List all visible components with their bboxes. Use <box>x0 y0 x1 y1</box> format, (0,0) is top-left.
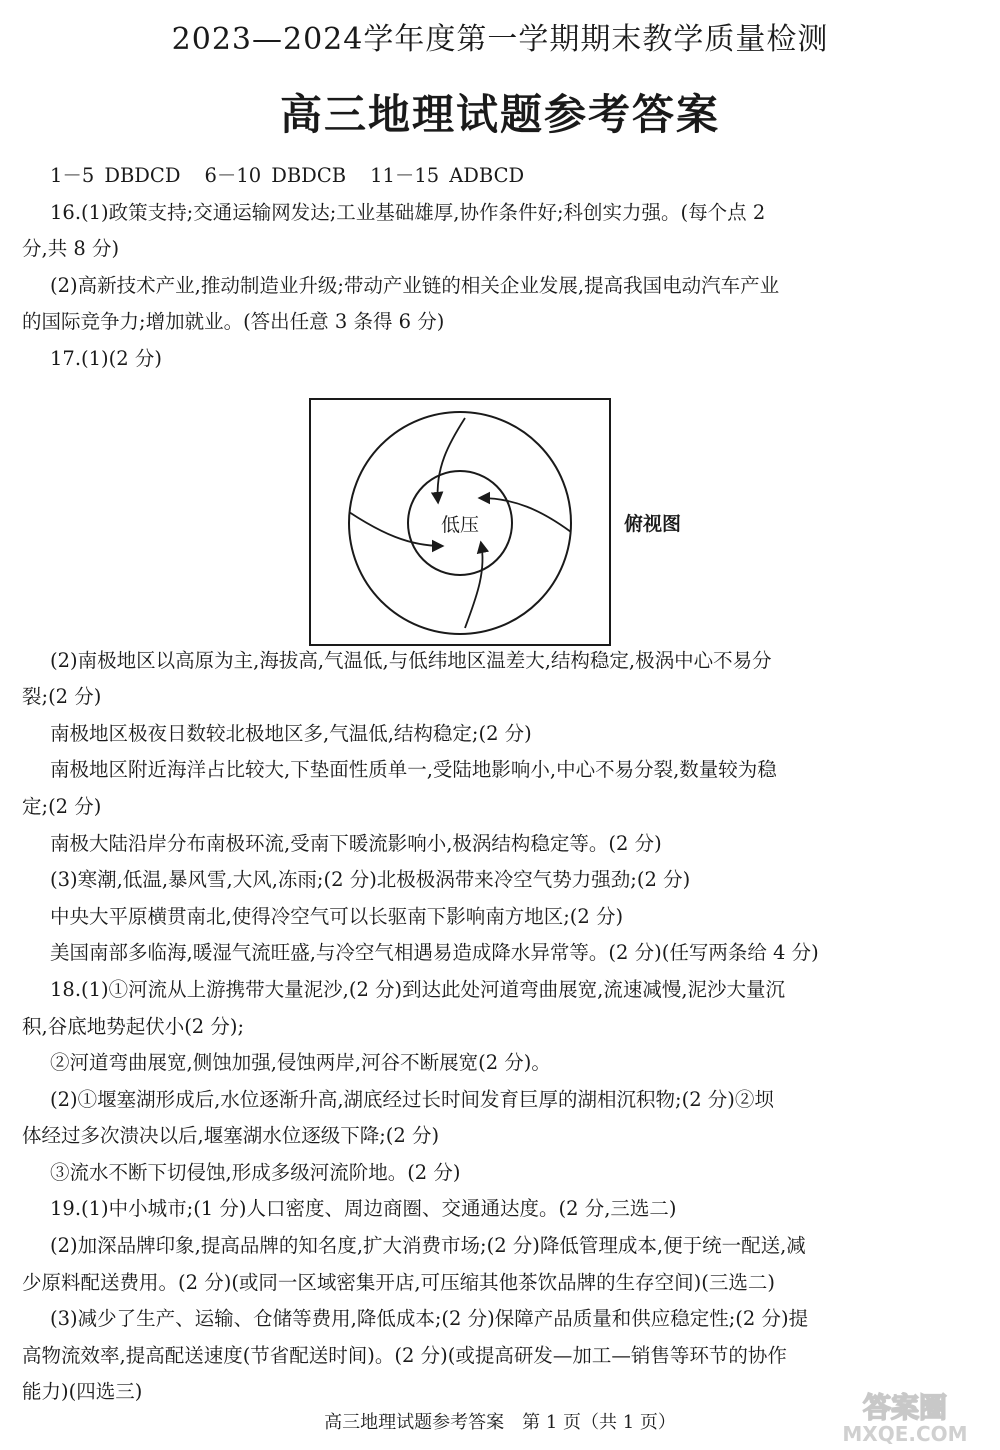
q17-p8: 美国南部多临海,暖湿气流旺盛,与冷空气相遇易造成降水异常等。(2 分)(任写两条给 4 分) <box>50 941 819 965</box>
exam-title: 2023—2024学年度第一学期期末教学质量检测 <box>171 22 829 57</box>
q16-p2-line1: (2)高新技术产业,推动制造业升级;带动产业链的相关企业发展,提高我国电动汽车产业 <box>50 273 780 297</box>
airflow-arrow-east <box>480 498 571 532</box>
q19-p3-line1: (3)减少了生产、运输、仓储等费用,降低成本;(2 分)保障产品质量和供应稳定性;(2 分)提 <box>50 1307 809 1331</box>
q17-p4-line1: 南极地区附近海洋占比较大,下垫面性质单一,受陆地影响小,中心不易分裂,数量较为稳 <box>50 758 777 782</box>
q19-p3-line2: 高物流效率,提高配送速度(节省配送时间)。(2 分)(或提高研发—加工—销售等环节的协作 <box>22 1343 787 1367</box>
q16-p2-line2: 的国际竞争力;增加就业。(答出任意 3 条得 6 分) <box>22 310 445 334</box>
answer-body <box>22 158 980 1411</box>
q18-p3-line1: (2)①堰塞湖形成后,水位逐渐升高,湖底经过长时间发育巨厚的湖相沉积物;(2 分)②坝 <box>50 1087 774 1111</box>
q18-p4: ③流水不断下切侵蚀,形成多级河流阶地。(2 分) <box>50 1160 461 1184</box>
q17-p2-line1: (2)南极地区以高原为主,海拔高,气温低,与低纬地区温差大,结构稳定,极涡中心不易分 <box>50 648 772 672</box>
mc-answers-3: ADBCD <box>449 164 525 187</box>
q18-p3-line2: 体经过多次溃决以后,堰塞湖水位逐级下降;(2 分) <box>22 1124 440 1148</box>
airflow-arrow-north <box>438 418 465 502</box>
polar-vortex-diagram <box>309 398 611 646</box>
q18-p2: ②河道弯曲展宽,侧蚀加强,侵蚀两岸,河谷不断展宽(2 分)。 <box>50 1051 551 1075</box>
watermark-logo <box>830 1385 980 1447</box>
q16-p1-line1: 16.(1)政策支持;交通运输网发达;工业基础雄厚,协作条件好;科创实力强。(每个点 2 <box>50 200 766 224</box>
watermark-top: 答案圈 <box>862 1391 948 1424</box>
q17-p2-line2: 裂;(2 分) <box>22 685 102 709</box>
diagram-caption: 俯视图 <box>624 513 682 535</box>
page-footer: 高三地理试题参考答案 第 1 页（共 1 页） <box>324 1412 676 1433</box>
q19-p2-line1: (2)加深品牌印象,提高品牌的知名度,扩大消费市场;(2 分)降低管理成本,便于统一配送,减 <box>50 1234 806 1258</box>
q18-p1-line2: 积,谷底地势起伏小(2 分); <box>22 1014 245 1038</box>
q19-p3-line3: 能力)(四选三) <box>22 1380 143 1404</box>
q19-p2-line2: 少原料配送费用。(2 分)(或同一区域密集开店,可压缩其他茶饮品牌的生存空间)(三选二) <box>22 1270 775 1294</box>
q17-p6: (3)寒潮,低温,暴风雪,大风,冻雨;(2 分)北极极涡带来冷空气势力强劲;(2 分) <box>50 868 691 892</box>
q17-p5: 南极大陆沿岸分布南极环流,受南下暖流影响小,极涡结构稳定等。(2 分) <box>50 831 662 855</box>
q18-p1-line1: 18.(1)①河流从上游携带大量泥沙,(2 分)到达此处河道弯曲展宽,流速减慢,泥沙大量沉 <box>50 977 786 1001</box>
q17-p3: 南极地区极夜日数较北极地区多,气温低,结构稳定;(2 分) <box>50 721 532 745</box>
airflow-arrow-south <box>465 543 483 628</box>
watermark-bottom: MXQE.COM <box>842 1422 968 1446</box>
mc-answers-2: DBDCB <box>271 164 347 187</box>
mc-range-3: 11－15 <box>370 164 440 187</box>
mc-answer-line <box>22 158 980 195</box>
q17-p4-line2: 定;(2 分) <box>22 794 102 818</box>
q16-p1-line2: 分,共 8 分) <box>22 237 120 261</box>
mc-answers-1: DBDCD <box>104 164 181 187</box>
q17-p7: 中央大平原横贯南北,使得冷空气可以长驱南下影响南方地区;(2 分) <box>50 904 624 928</box>
low-pressure-label: 低压 <box>440 514 480 536</box>
q19-p1: 19.(1)中小城市;(1 分)人口密度、周边商圈、交通通达度。(2 分,三选二) <box>50 1197 677 1221</box>
q17-p1: 17.(1)(2 分) <box>50 346 162 370</box>
mc-range-2: 6－10 <box>204 164 262 187</box>
mc-range-1: 1－5 <box>50 164 95 187</box>
answer-title: 高三地理试题参考答案 <box>279 90 720 139</box>
airflow-arrow-west <box>349 512 442 546</box>
